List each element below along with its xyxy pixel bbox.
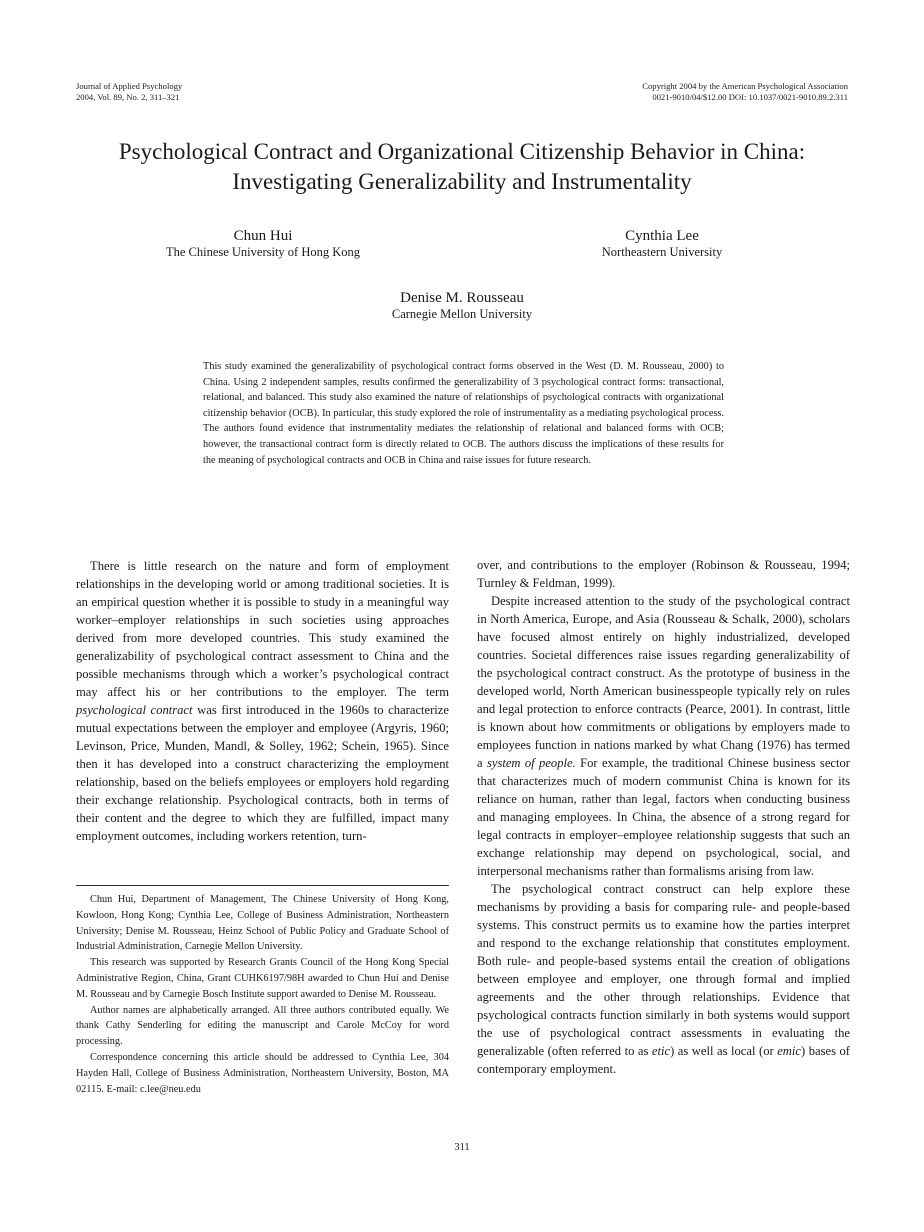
emphasis-term: emic	[777, 1044, 801, 1058]
body-paragraph	[76, 557, 449, 845]
abstract: This study examined the generalizability of psychological contract forms observed in the West (D. M. Rousseau, 2000) to China. Using 2 independent samples, results confirmed the generalizability of 3 psychological contract forms: transactional, relational, and balanced. This study also examined the nature of relationships of psychological contracts with organizational citizenship behavior (OCB). In particular, this study explored the role of instrumentality as a mediating psychological process. The authors found evidence that instrumentality mediates the relationship of relational and balanced forms with OCB; however, the transactional contract form is directly related to OCB. The authors discuss the implications of these results for the meaning of psychological contracts and OCB in China and raise issues for future research.	[203, 361, 724, 466]
text-run: was first introduced in the 1960s to characterize mutual expectations between the employer and employee (Argyris, 1960; Levinson, Price, Munden, Mandl, & Solley, 1962; Schein, 1965). Since then it has developed into a construct characterizing the employment relationship, based on the beliefs employees or employers hold regarding their exchange relationship. Psychological contracts, both in terms of their content and the degree to which they are fulfilled, impact many employment outcomes, including workers retention, turn-	[76, 703, 449, 843]
author-3	[324, 290, 600, 322]
doi-line: 0021-9010/04/$12.00 DOI: 10.1037/0021-9010.89.2.311	[652, 91, 848, 102]
author-affiliation: The Chinese University of Hong Kong	[165, 245, 361, 259]
footnote-paragraph: Author names are alphabetically arranged. All three authors contributed equally. We thank Cathy Senderling for editing the manuscript and Carole McCoy for word processing.	[76, 1004, 449, 1048]
text-run: There is little research on the nature and form of employment relationships in the developing world or among traditional societies. It is an empirical question whether it is possible to study in a meaningful way worker–employer relationships in such societies using approaches derived from more developed countries. This study examined the generalizability of psychological contract assessment to China and the possible mechanisms through which a worker’s psychological contract may affect his or her contributions to the employer. The term	[76, 559, 449, 699]
footnote-paragraph: This research was supported by Research Grants Council of the Hong Kong Special Administrative Region, China, Grant CUHK6197/98H awarded to Chun Hui and Denise M. Rousseau and by Carnegie Bosch Institute support awarded to Denise M. Rousseau.	[76, 957, 449, 1000]
author-name: Chun Hui	[233, 228, 293, 244]
text-run: The psychological contract construct can help explore these mechanisms by providing a basis for comparing rule- and people-based systems. This construct permits us to examine how the parties interpret and respond to the exchange relationship that constitutes employment. Both rule- and people-based systems entail the creation of obligations between employee and employer, one through formal and implied agreements and the other through relationships. Evidence that psychological contracts function similarly in both systems would support the use of psychological contract assessments in evaluating the generalizable (often referred to as	[477, 882, 850, 1058]
right-column	[477, 556, 850, 1078]
journal-name: Journal of Applied Psychology	[76, 81, 183, 91]
page-number: 311	[454, 1142, 470, 1153]
text-run: Despite increased attention to the study of the psychological contract in North America, Europe, and Asia (Rousseau & Schalk, 2000), scholars have focused almost entirely on highly industrialized, developed countries. Societal differences raise issues regarding generalizability of the psychological contract construct. As the prototype of business in the developed world, North American businesspeople typically rely on rules and legal protection to enforce contracts (Pearce, 2001). In contrast, little is known about how commitments or obligations by employers made to employees function in nations marked by what Chang (1976) has termed a	[477, 594, 850, 770]
copyright-line: Copyright 2004 by the American Psychological Association	[642, 81, 848, 91]
author-note	[76, 892, 449, 1097]
title-line-2: Investigating Generalizability and Instrumentality	[232, 169, 692, 194]
author-affiliation: Northeastern University	[601, 245, 723, 259]
emphasis-term: system of people.	[486, 756, 576, 770]
footnote-paragraph: Correspondence concerning this article should be addressed to Cynthia Lee, 304 Hayden Hall, College of Business Administration, Northeastern University, Boston, MA 02115. E-mail: c.lee@neu.edu	[76, 1051, 449, 1095]
author-name: Cynthia Lee	[625, 228, 699, 244]
author-affiliation: Carnegie Mellon University	[391, 307, 533, 321]
body-paragraph	[477, 880, 850, 1078]
title-line-1: Psychological Contract and Organizational Citizenship Behavior in China:	[118, 139, 806, 164]
article-title	[0, 137, 924, 197]
text-run: ) as well as local (or	[670, 1044, 778, 1058]
footnote-paragraph: Chun Hui, Department of Management, The Chinese University of Hong Kong, Kowloon, Hong Kong; Cynthia Lee, College of Business Administration, Northeastern University; Denise M. Rousseau, Heinz School of Public Policy and Graduate School of Industrial Administration, Carnegie Mellon University.	[76, 894, 449, 953]
footnote-divider	[76, 885, 449, 886]
copyright-header	[642, 81, 848, 102]
emphasis-term: etic	[651, 1044, 671, 1058]
author-name: Denise M. Rousseau	[400, 290, 524, 306]
body-paragraph	[477, 592, 850, 880]
text-run: For example, the traditional Chinese business sector that characterizes much of modern communist China is known for its reliance on human, rather than legal, factors when conducting business and managing employees. In China, the absence of a strong regard for legal contracts in employer–employee relationship suggests that such an exchange relationship may depend on psychological, social, and interpersonal mechanisms rather than formalisms arising from law.	[477, 756, 850, 878]
journal-header	[76, 81, 182, 102]
journal-volume: 2004, Vol. 89, No. 2, 311–321	[76, 91, 180, 102]
text-run: ) bases of contemporary employment.	[477, 1044, 850, 1076]
author-2	[524, 228, 800, 260]
left-column	[76, 557, 449, 845]
body-paragraph: over, and contributions to the employer (Robinson & Rousseau, 1994; Turnley & Feldman, 1999).	[477, 558, 850, 590]
author-1	[125, 228, 401, 260]
emphasis-term: psychological contract	[76, 703, 193, 717]
